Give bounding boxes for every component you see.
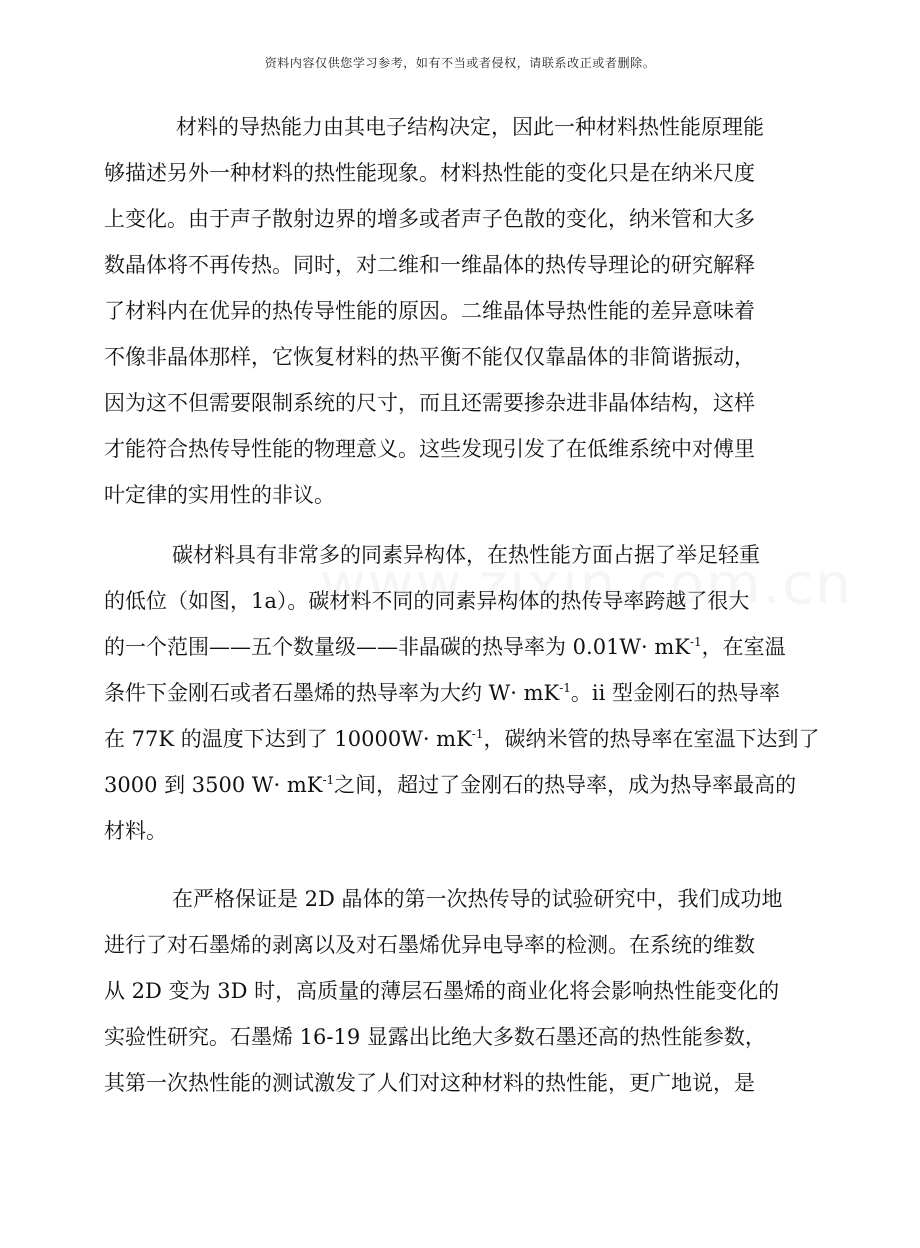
paragraph-line: 因为这不但需要限制系统的尺寸，而且还需要掺杂进非晶体结构，这样 bbox=[104, 391, 755, 415]
paragraph-line: 进行了对石墨烯的剥离以及对石墨烯优异电导率的检测。在系统的维数 bbox=[104, 933, 755, 957]
paragraph-line: 够描述另外一种材料的热性能现象。材料热性能的变化只是在纳米尺度 bbox=[104, 161, 755, 185]
line-text: 在 77K 的温度下达到了 10000W· mK bbox=[104, 727, 472, 751]
line-text: ，在室温 bbox=[701, 635, 786, 659]
line-text: 。ii 型金刚石的热导率 bbox=[570, 681, 781, 705]
paragraph-line: 了材料内在优异的热传导性能的原因。二维晶体导热性能的差异意味着 bbox=[104, 299, 755, 323]
unit-superscript: -1 bbox=[471, 727, 484, 741]
paragraph-line: 材料的导热能力由其电子结构决定，因此一种材料热性能原理能 bbox=[176, 115, 764, 139]
line-text: 3000 到 3500 W· mK bbox=[104, 773, 323, 797]
paragraph-line: 叶定律的实用性的非议。 bbox=[104, 483, 335, 507]
unit-superscript: -1 bbox=[559, 681, 571, 695]
paragraph-line: 在严格保证是 2D 晶体的第一次热传导的试验研究中，我们成功地 bbox=[172, 887, 783, 911]
paragraph-line: 不像非晶体那样，它恢复材料的热平衡不能仅仅靠晶体的非简谐振动， bbox=[104, 345, 755, 369]
unit-superscript: -1 bbox=[322, 773, 335, 787]
paragraph-line: 上变化。由于声子散射边界的增多或者声子色散的变化，纳米管和大多 bbox=[104, 207, 755, 231]
paragraph-line: 实验性研究。石墨烯 16-19 显露出比绝大多数石墨还高的热性能参数， bbox=[104, 1025, 766, 1049]
paragraph-line: 数晶体将不再传热。同时，对二维和一维晶体的热传导理论的研究解释 bbox=[104, 253, 755, 277]
paragraph-line: 的低位（如图，1a）。碳材料不同的同素异构体的热传导率跨越了很大 bbox=[104, 589, 750, 613]
unit-superscript: -1 bbox=[689, 635, 702, 649]
paragraph-line bbox=[104, 726, 819, 752]
paragraph-line: 才能符合热传导性能的物理意义。这些发现引发了在低维系统中对傅里 bbox=[104, 437, 755, 461]
line-text: ，碳纳米管的热导率在室温下达到了 bbox=[483, 727, 820, 751]
disclaimer-header: 资料内容仅供您学习参考，如有不当或者侵权，请联系改正或者删除。 bbox=[264, 56, 656, 70]
paragraph-line bbox=[104, 634, 786, 660]
line-text: 条件下金刚石或者石墨烯的热导率为大约 W· mK bbox=[104, 681, 560, 705]
paragraph-line: 材料。 bbox=[104, 819, 167, 843]
paragraph-line: 从 2D 变为 3D 时，高质量的薄层石墨烯的商业化将会影响热性能变化的 bbox=[104, 979, 780, 1003]
paragraph-line: 其第一次热性能的测试激发了人们对这种材料的热性能，更广地说，是 bbox=[104, 1071, 755, 1095]
paragraph-line: 碳材料具有非常多的同素异构体，在热性能方面占据了举足轻重 bbox=[172, 543, 760, 567]
paragraph-line bbox=[104, 680, 780, 706]
line-text: 的一个范围——五个数量级——非晶碳的热导率为 0.01W· mK bbox=[104, 635, 690, 659]
paragraph-line bbox=[104, 772, 796, 798]
line-text: 之间，超过了金刚石的热导率，成为热导率最高的 bbox=[334, 773, 797, 797]
